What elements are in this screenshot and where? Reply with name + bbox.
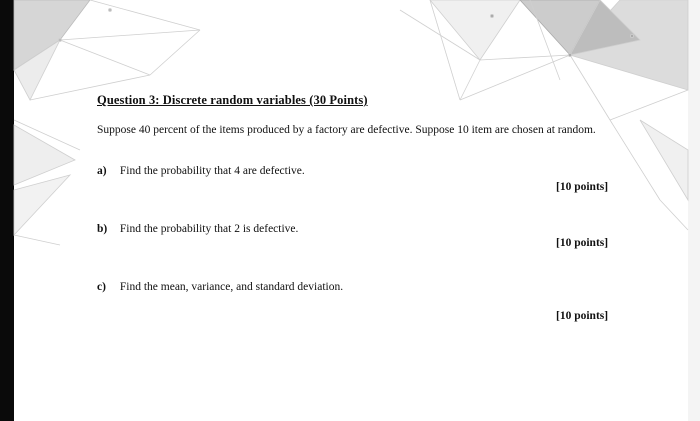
part-b-points: [10 points]	[556, 237, 609, 249]
part-c-points: [10 points]	[556, 310, 609, 322]
part-b-label: b)	[97, 223, 108, 235]
part-b	[97, 223, 298, 235]
window-right-border	[688, 0, 700, 421]
part-a-label: a)	[97, 165, 107, 177]
question-title: Question 3: Discrete random variables (30 Points)	[97, 93, 368, 107]
part-a	[97, 165, 305, 177]
part-a-points: [10 points]	[556, 181, 609, 193]
part-a-text: Find the probability that 4 are defective.	[119, 165, 305, 177]
part-b-text: Find the probability that 2 is defective.	[119, 223, 299, 235]
part-c-label: c)	[97, 281, 106, 293]
part-c	[97, 281, 343, 293]
part-c-text: Find the mean, variance, and standard deviation.	[119, 281, 344, 293]
window-left-border	[0, 0, 14, 421]
question-intro: Suppose 40 percent of the items produced by a factory are defective. Suppose 10 item are chosen at random.	[97, 124, 596, 136]
